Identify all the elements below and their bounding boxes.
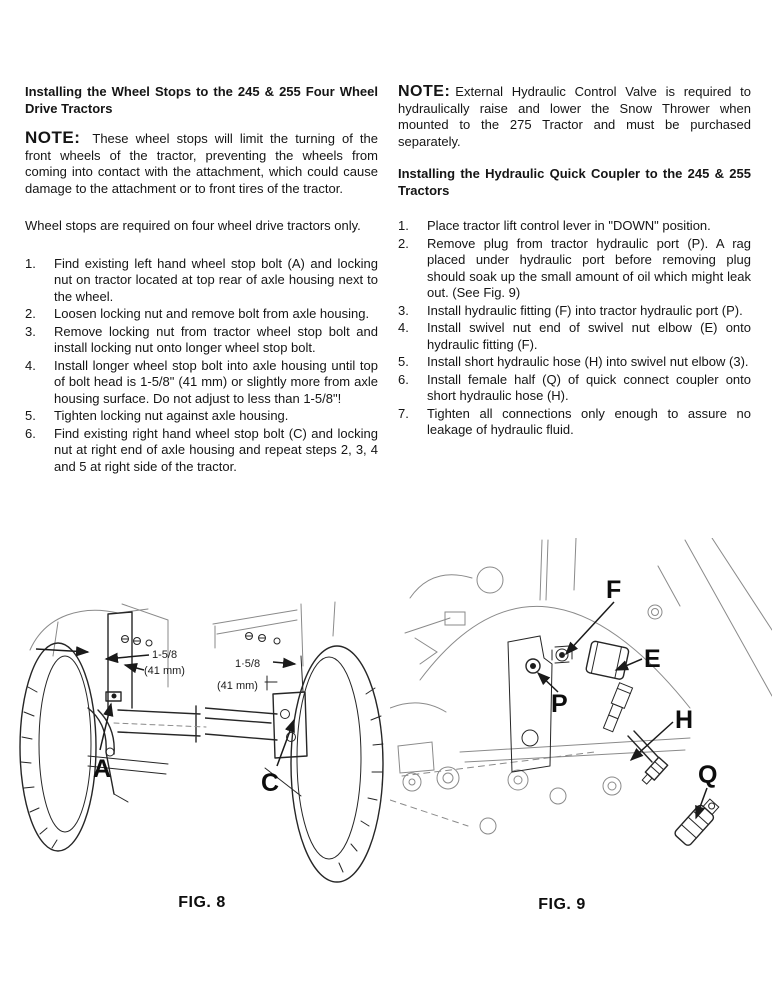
fig8-left-dim-mm-label: (41 mm) <box>144 665 185 677</box>
instruction-step <box>398 372 751 405</box>
step-text: Install swivel nut end of swivel nut elbow (E) onto hydraulic fitting (F). <box>427 320 751 352</box>
step-text: Find existing left hand wheel stop bolt (A) and locking nut on tractor located at top rear of axle housing next to the wheel. <box>54 255 378 304</box>
instruction-step <box>25 306 378 323</box>
fig9-part-label-q: Q <box>698 761 718 789</box>
step-text: Find existing right hand wheel stop bolt (C) and locking nut at right end of axle housing and repeat steps 2, 3, 4 and 5 at right side of the tractor. <box>54 425 378 474</box>
note-label: NOTE: <box>398 83 451 100</box>
instruction-step <box>398 218 751 235</box>
step-number: 6. <box>25 425 36 441</box>
note-text: These wheel stops will limit the turning of the front wheels of the tractor, preventing the wheels from coming into contact with the attachment, which could cause damage to the attachment or to front tires of the tractor. <box>25 131 378 196</box>
instruction-step <box>398 236 751 302</box>
step-text: Remove locking nut from tractor wheel stop bolt and install locking nut onto longer wheel stop bolt. <box>54 323 378 355</box>
step-text: Install longer wheel stop bolt into axle housing until top of bolt head is 1-5/8" (41 mm) or slightly more from axle housing surface. Do not adjust to less than 1-5/8"! <box>54 357 378 406</box>
fig8-right-dim-mm-label: (41 mm) <box>217 680 258 692</box>
step-number: 3. <box>398 302 409 318</box>
step-number: 1. <box>25 255 36 271</box>
step-text: Tighten all connections only enough to assure no leakage of hydraulic fluid. <box>427 405 751 437</box>
step-text: Tighten locking nut against axle housing. <box>54 408 289 423</box>
quick-coupler-steps <box>398 218 751 439</box>
fig8-left-illustration <box>18 592 213 857</box>
fig8-caption: FIG. 8 <box>178 894 226 911</box>
fig9-caption: FIG. 9 <box>538 896 586 913</box>
note-paragraph <box>398 84 751 150</box>
step-number: 5. <box>25 408 36 423</box>
step-number: 4. <box>25 357 36 373</box>
step-number: 2. <box>25 306 36 321</box>
left-column <box>25 84 378 476</box>
step-text: Install hydraulic fitting (F) into tractor hydraulic port (P). <box>427 302 743 318</box>
step-number: 5. <box>398 354 409 369</box>
step-number: 7. <box>398 405 409 421</box>
wheel-stop-steps <box>25 256 378 476</box>
note-paragraph <box>25 130 378 197</box>
fig9-part-label-e: E <box>644 645 661 673</box>
step-number: 1. <box>398 218 409 233</box>
step-number: 6. <box>398 371 409 387</box>
fig9-part-label-p: P <box>551 690 568 718</box>
instruction-step <box>25 256 378 306</box>
instruction-step <box>25 324 378 357</box>
step-text: Install short hydraulic hose (H) into swivel nut elbow (3). <box>427 354 749 369</box>
step-number: 4. <box>398 320 409 335</box>
fig9-part-label-h: H <box>675 706 694 734</box>
step-text: Place tractor lift control lever in "DOWN" position. <box>427 218 711 233</box>
fig8-part-label-a: A <box>93 755 112 783</box>
note-text: External Hydraulic Control Valve is required to hydraulically raise and lower the Snow Thrower when mounted to the 275 Tractor and must be purchased separately. <box>398 84 751 149</box>
instruction-step <box>25 358 378 408</box>
section-heading-quick-coupler: Installing the Hydraulic Quick Coupler to the 245 & 255 Tractors <box>398 166 751 198</box>
instruction-step <box>25 426 378 476</box>
right-column <box>398 84 751 440</box>
paragraph-wheel-stops-required: Wheel stops are required on four wheel drive tractors only. <box>25 218 361 233</box>
step-text: Remove plug from tractor hydraulic port (P). A rag placed under hydraulic port before removing plug should soak up the small amount of oil which might leak out. (See Fig. 9) <box>427 235 751 300</box>
step-number: 3. <box>25 323 36 339</box>
fig8-right-illustration <box>205 596 390 888</box>
instruction-step <box>25 408 378 425</box>
step-number: 2. <box>398 235 409 251</box>
fig9-part-label-f: F <box>606 576 622 604</box>
instruction-step <box>398 320 751 353</box>
step-text: Loosen locking nut and remove bolt from axle housing. <box>54 306 370 321</box>
instruction-step <box>398 354 751 371</box>
fig8-right-dim-label: 1·5/8 <box>235 658 261 670</box>
instruction-step <box>398 303 751 320</box>
section-heading-wheel-stops: Installing the Wheel Stops to the 245 & 255 Four Wheel Drive Tractors <box>25 84 378 116</box>
note-label: NOTE: <box>25 128 81 147</box>
step-text: Install female half (Q) of quick connect coupler onto short hydraulic hose (H). <box>427 371 751 403</box>
fig8-left-dim-label: 1-5/8 <box>152 649 178 661</box>
fig8-part-label-c: C <box>261 769 280 797</box>
instruction-step <box>398 406 751 439</box>
fig9-illustration <box>390 538 772 886</box>
